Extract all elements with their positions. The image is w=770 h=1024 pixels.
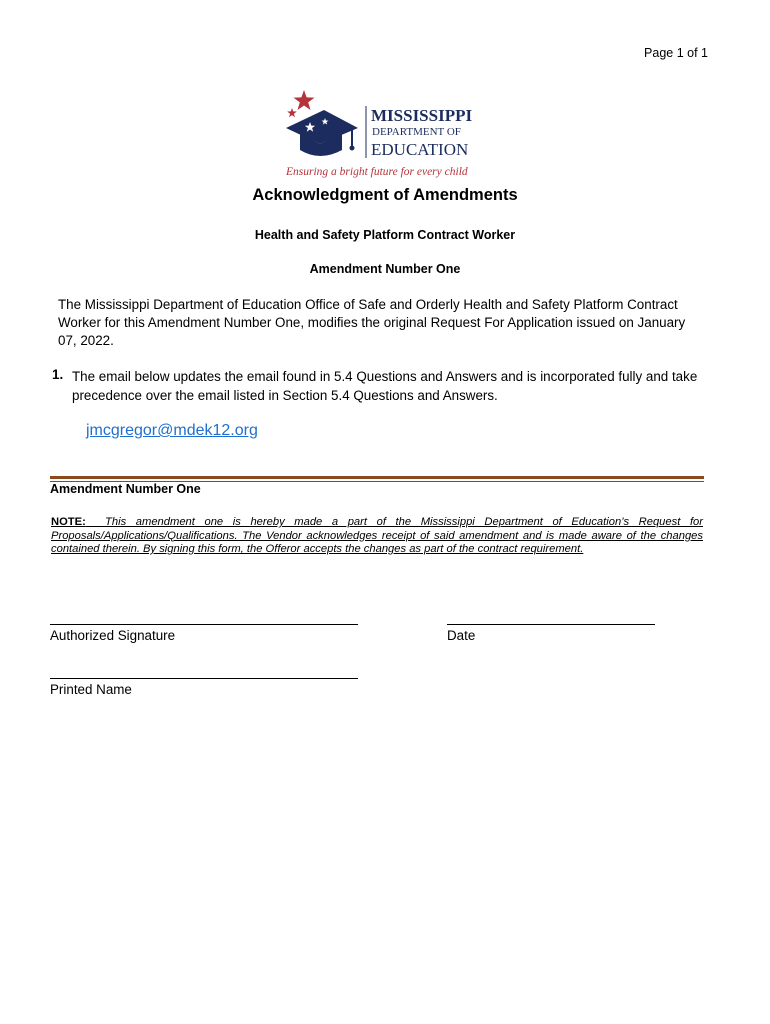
acknowledgment-title: Amendment Number One (50, 482, 201, 496)
date-label: Date (447, 628, 476, 643)
red-star-icon (294, 90, 315, 110)
document-subtitle: Health and Safety Platform Contract Worker (254, 228, 516, 242)
intro-paragraph: The Mississippi Department of Education Office of Safe and Orderly Health and Safety Platform Contract Worker for this Amendment Number One, modifies the original Request For Application issued on January 07, 2022. (58, 297, 686, 348)
list-item-text: The email below updates the email found in 5.4 Questions and Answers and is incorporated fully and take precedence over the email listed in Section 5.4 Questions and Answers. (72, 369, 698, 403)
signature-line[interactable] (50, 624, 358, 625)
printed-name-line[interactable] (50, 678, 358, 679)
document-title: Acknowledgment of Amendments (252, 186, 518, 204)
list-item-number: 1. (52, 367, 64, 382)
graduation-cap-icon (286, 110, 358, 144)
page-number: Page 1 of 1 (644, 46, 708, 60)
logo-tagline: Ensuring a bright future for every child (286, 166, 468, 178)
logo-line-3: EDUCATION (371, 140, 469, 159)
logo-line-1: MISSISSIPPI (371, 106, 473, 125)
note-paragraph (51, 516, 703, 557)
note-text: This amendment one is hereby made a part of the Mississippi Department of Education’s Request for Proposals/Applications/Qualifications. The Vendor acknowledges receipt of said amendment and is made aware of the changes contained therein. By signing this form, the Offeror accepts the changes as part of the contract requirement. (51, 516, 703, 555)
note-label: NOTE: (51, 516, 86, 528)
signature-label: Authorized Signature (50, 628, 176, 643)
amendment-heading: Amendment Number One (309, 262, 461, 276)
small-red-star-icon (287, 108, 297, 117)
mde-logo (280, 88, 480, 180)
date-line[interactable] (447, 624, 655, 625)
logo-line-2: DEPARTMENT OF (372, 126, 461, 138)
email-link[interactable]: jmcgregor@mdek12.org (86, 422, 258, 439)
printed-name-label: Printed Name (50, 682, 132, 697)
